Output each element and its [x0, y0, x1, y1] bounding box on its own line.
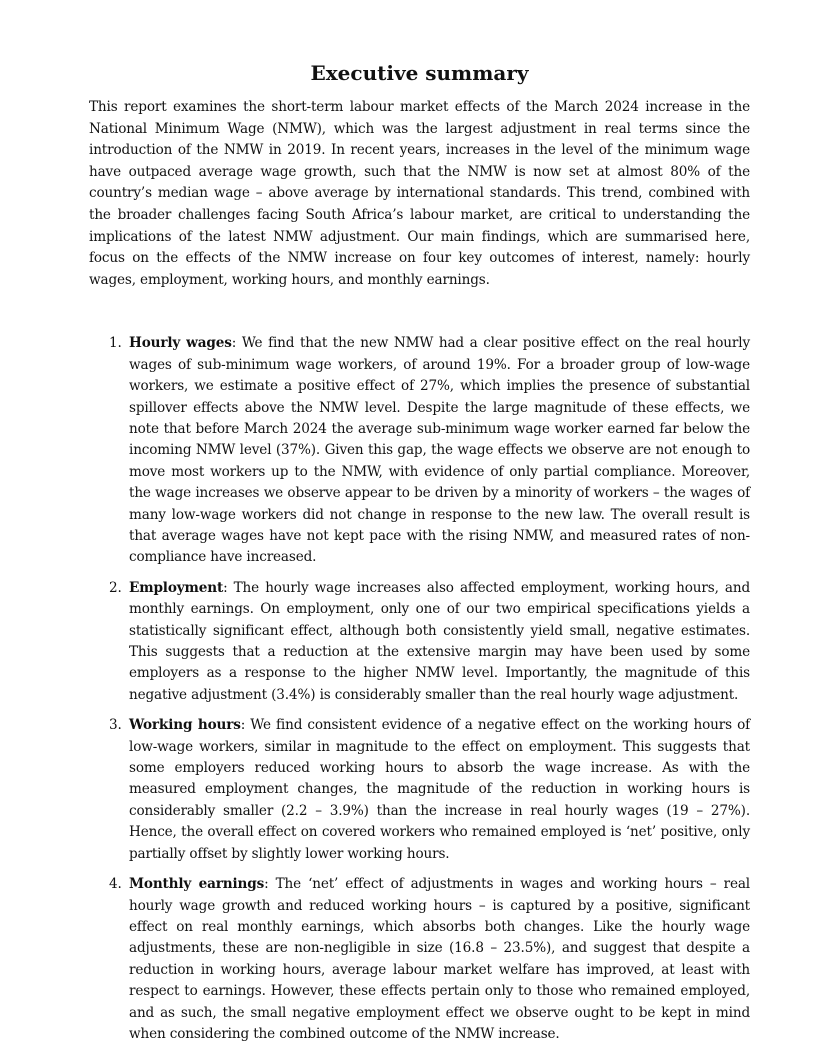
- finding-number: 3.: [109, 717, 122, 734]
- finding-text: : We find consistent evidence of a negative effect on the working hours of low-wage workers, similar in magnitude to the effect on employment. This suggests that some employers reduced working hours to absorb the wage increase. As with the measured employment changes, the magnitude of the reduction in working hours is considerably smaller (2.2 – 3.9%) than the increase in real hourly wages (19 – 27%). Hence, the overall effect on covered workers who remained employed is ‘net’ positive, only partially offset by slightly lower working hours.: [129, 717, 750, 862]
- finding-heading: Hourly wages: [129, 335, 232, 352]
- finding-item-working-hours: [89, 715, 750, 865]
- finding-item-monthly-earnings: [89, 874, 750, 1045]
- finding-text: : The hourly wage increases also affected employment, working hours, and monthly earnings. On employment, only one of our two empirical specifications yields a statistically significant effect, although both consistently yield small, negative estimates. This suggests that a reduction at the extensive margin may have been used by some employers as a response to the higher NMW level. Importantly, the magnitude of this negative adjustment (3.4%) is considerably smaller than the real hourly wage adjustment.: [129, 579, 750, 703]
- finding-heading: Monthly earnings: [129, 876, 265, 893]
- finding-number: 1.: [109, 335, 122, 352]
- finding-text: : The ‘net’ effect of adjustments in wages and working hours – real hourly wage growth and reduced working hours – is captured by a positive, significant effect on real monthly earnings, which absorbs both changes. Like the hourly wage adjustments, these are non-negligible in size (16.8 – 23.5%), and suggest that despite a reduction in working hours, average labour market welfare has improved, at least with respect to earnings. However, these effects pertain only to those who remained employed, and as such, the small negative employment effect we observe ought to be kept in mind when considering the combined outcome of the NMW increase.: [129, 876, 750, 1042]
- finding-heading: Employment: [129, 579, 224, 596]
- page-title: Executive summary: [310, 61, 529, 85]
- finding-number: 2.: [109, 579, 122, 596]
- finding-text: : We find that the new NMW had a clear positive effect on the real hourly wages of sub-minimum wage workers, of around 19%. For a broader group of low-wage workers, we estimate a positive effect of 27%, which implies the presence of substantial spillover effects above the NMW level. Despite the large magnitude of these effects, we note that before March 2024 the average sub-minimum wage worker earned far below the incoming NMW level (37%). Given this gap, the wage effects we observe are not enough to move most workers up to the NMW, with evidence of only partial compliance. Moreover, the wage increases we observe appear to be driven by a minority of workers – the wages of many low-wage workers did not change in response to the new law. The overall result is that average wages have not kept pace with the rising NMW, and measured rates of non-compliance have increased.: [129, 335, 750, 566]
- finding-number: 4.: [109, 876, 122, 893]
- finding-item-employment: [89, 578, 750, 706]
- finding-heading: Working hours: [129, 717, 241, 734]
- intro-paragraph: This report examines the short-term labour market effects of the March 2024 increase in the National Minimum Wage (NMW), which was the largest adjustment in real terms since the introduction of the NMW in 2019. In recent years, increases in the level of the minimum wage have outpaced average wage growth, such that the NMW is now set at almost 80% of the country’s median wage – above average by international standards. This trend, combined with the broader challenges facing South Africa’s labour market, are critical to understanding the implications of the latest NMW adjustment. Our main findings, which are summarised here, focus on the effects of the NMW increase on four key outcomes of interest, namely: hourly wages, employment, working hours, and monthly earnings.: [89, 99, 750, 288]
- finding-item-hourly-wages: [89, 333, 750, 568]
- findings-list: [89, 333, 750, 1045]
